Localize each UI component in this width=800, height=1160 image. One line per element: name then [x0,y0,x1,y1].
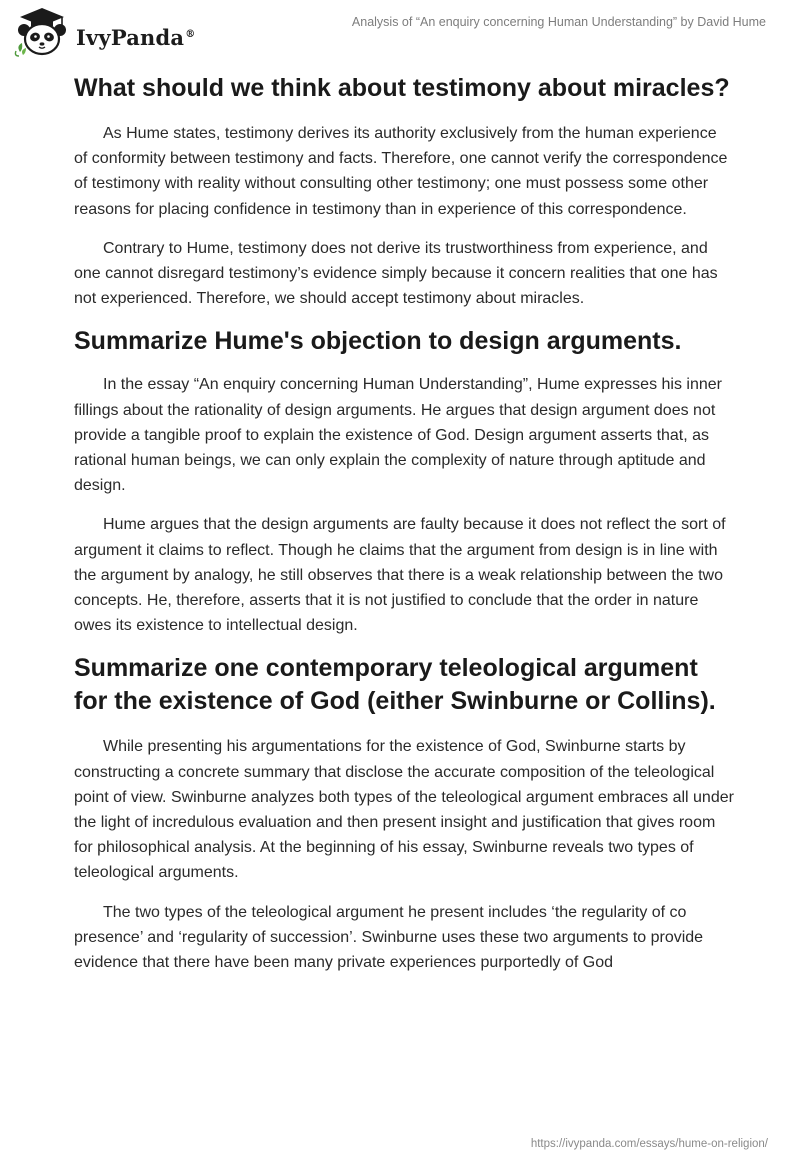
paragraph: The two types of the teleological argument he present includes ‘the regularity of co presence’ and ‘regularity of succession’. Swinburne uses these two arguments to provide evidence that there have been many private experiences purportedly of God [74,903,704,972]
essay-content [74,72,734,989]
registered-mark: ® [185,28,196,40]
ivypanda-logo[interactable] [14,6,195,58]
paragraph: Hume argues that the design arguments are faulty because it does not reflect the sort of argument it claims to reflect. Though he claims that the argument from design is in line with the argument by analogy, he still observes that there is a weak relationship between the two concepts. He, therefore, asserts that it is not justified to conclude that the order in nature owes its existence to intellectual design. [74,516,726,635]
document-title: Analysis of “An enquiry concerning Human Understanding” by David Hume [351,15,766,29]
section-heading-testimony: What should we think about testimony about miracles? [74,74,730,102]
source-url[interactable]: https://ivypanda.com/essays/hume-on-religion/ [530,1138,768,1150]
paragraph: Contrary to Hume, testimony does not derive its trustworthiness from experience, and one cannot disregard testimony’s evidence simply because it concern realities that one has not experienced. Therefore, we should accept testimony about miracles. [74,239,718,308]
section-heading-design-objection: Summarize Hume's objection to design arguments. [74,327,682,356]
brand-name: IvyPanda® [76,24,196,50]
paragraph: As Hume states, testimony derives its authority exclusively from the human experience of conformity between testimony and facts. Therefore, one cannot verify the correspondence of testimony with reality without consulting other testimony; one must possess some other reasons for placing confidence in testimony than in experience of this correspondence. [74,125,728,218]
page-header [0,0,800,70]
section-heading-teleological: Summarize one contemporary teleological argument for the existence of God (either Swinburne or Collins). [74,654,716,716]
panda-graduate-icon [14,6,70,58]
paragraph: In the essay “An enquiry concerning Human Understanding”, Hume expresses his inner fillings about the rationality of design arguments. He argues that design argument does not provide a tangible proof to explain the existence of God. Design argument asserts that, as rational human beings, we can only explain the complexity of nature through aptitude and design. [74,376,722,495]
paragraph: While presenting his argumentations for the existence of God, Swinburne starts by constructing a concrete summary that disclose the accurate composition of the teleological point of view. Swinburne analyzes both types of the teleological argument embraces all under the light of incredulous evaluation and then present insight and justification that gives room for philosophical analysis. At the beginning of his essay, Swinburne reveals two types of teleological arguments. [74,738,734,882]
